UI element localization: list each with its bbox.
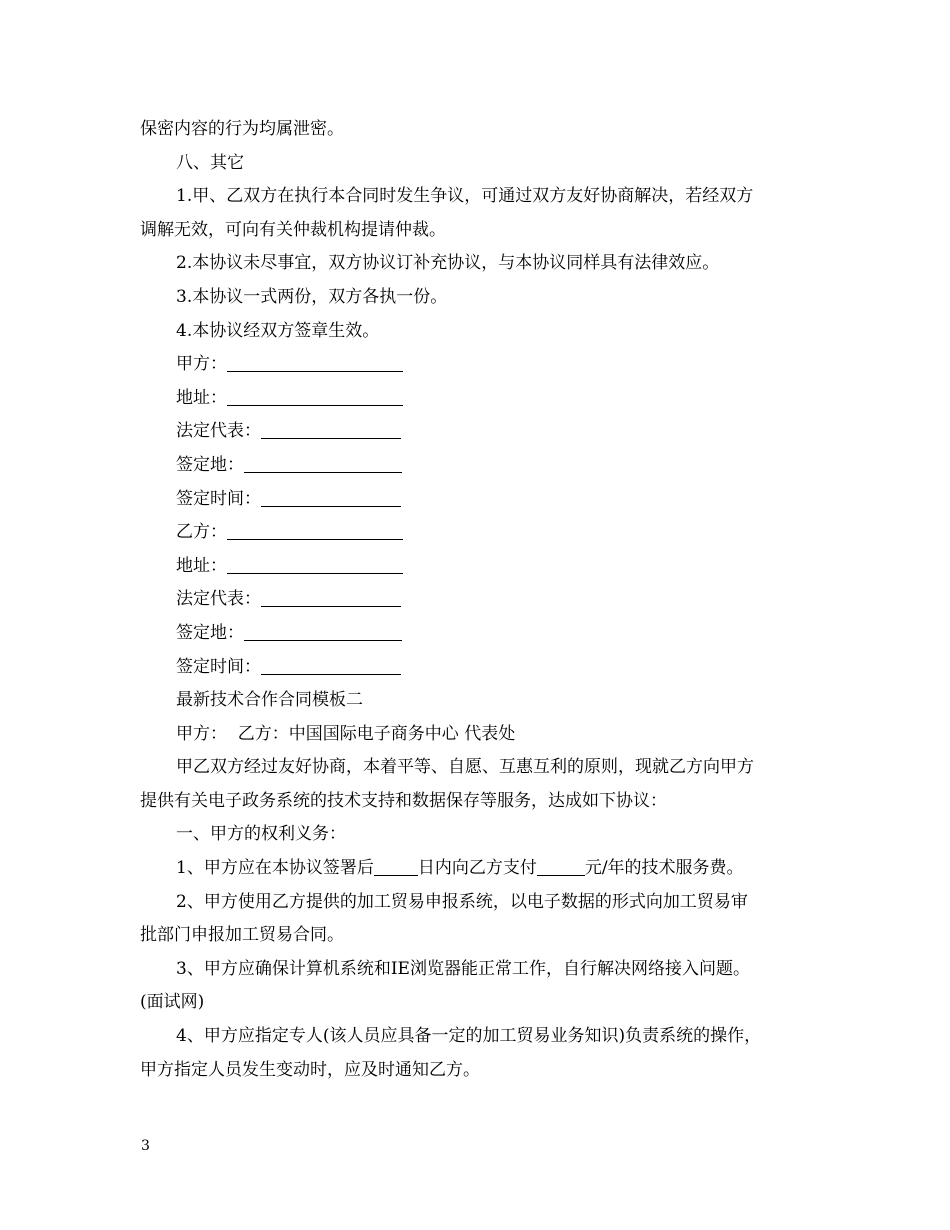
- clause-text: 日内向乙方支付: [417, 858, 537, 879]
- section-heading: 一、甲方的权利义务：: [176, 824, 346, 845]
- text-line: 保密内容的行为均属泄密。: [140, 119, 344, 139]
- signature-blank[interactable]: [227, 353, 403, 372]
- signature-blank[interactable]: [244, 622, 402, 641]
- signature-blank[interactable]: [244, 454, 402, 473]
- text-line: 调解无效，可向有关仲裁机构提请仲裁。: [140, 219, 446, 240]
- signature-label: 签定地：: [176, 622, 244, 643]
- text-line: 2.本协议未尽事宜，双方协议订补充协议，与本协议同样具有法律效应。: [176, 253, 720, 274]
- clause-1: [140, 852, 820, 886]
- text-line: 甲乙双方经过友好协商，本着平等、自愿、互惠互利的原则，现就乙方向甲方: [176, 757, 754, 778]
- text-line: 4、甲方应指定专人(该人员应具备一定的加工贸易业务知识)负责系统的操作，: [176, 1026, 762, 1047]
- signature-field-place-a: [140, 449, 820, 483]
- signature-label: 签定时间：: [176, 488, 261, 509]
- signature-label: 地址：: [176, 387, 227, 408]
- parties-line: 甲方： 乙方：中国国际电子商务中心 代表处: [176, 723, 516, 744]
- text-line: 甲方指定人员发生变动时，应及时通知乙方。: [140, 1059, 480, 1080]
- text-line: 3.本协议一式两份，双方各执一份。: [176, 286, 448, 307]
- section-title: 最新技术合作合同模板二: [176, 690, 363, 711]
- signature-field-date-b: [140, 651, 820, 685]
- clause-text: 1、甲方应在本协议签署后: [176, 858, 374, 879]
- text-line: 提供有关电子政务系统的技术支持和数据保存等服务，达成如下协议：: [140, 790, 667, 811]
- signature-blank[interactable]: [227, 387, 403, 406]
- signature-field-place-b: [140, 617, 820, 651]
- signature-blank[interactable]: [261, 656, 401, 675]
- text-line: 2、甲方使用乙方提供的加工贸易申报系统，以电子数据的形式向加工贸易审: [176, 891, 748, 912]
- fee-blank[interactable]: [537, 857, 585, 876]
- text-line: 3、甲方应确保计算机系统和IE浏览器能正常工作，自行解决网络接入问题。: [176, 958, 750, 979]
- text-line: 批部门申报加工贸易合同。: [140, 925, 344, 946]
- signature-field-party-b: [140, 516, 820, 550]
- section-heading: 八、其它: [176, 152, 244, 173]
- text-line: 4.本协议经双方签章生效。: [176, 320, 380, 341]
- signature-blank[interactable]: [261, 488, 401, 507]
- signature-blank[interactable]: [261, 420, 401, 439]
- signature-field-party-a: [140, 348, 820, 382]
- signature-field-address-a: [140, 382, 820, 416]
- document-body: [140, 113, 820, 1087]
- signature-label: 乙方：: [176, 522, 227, 543]
- days-blank[interactable]: [374, 857, 418, 876]
- signature-label: 法定代表：: [176, 421, 261, 442]
- signature-label: 签定时间：: [176, 656, 261, 677]
- signature-field-legal-rep-b: [140, 583, 820, 617]
- signature-label: 地址：: [176, 555, 227, 576]
- signature-label: 法定代表：: [176, 589, 261, 610]
- signature-field-date-a: [140, 483, 820, 517]
- text-line: 1.甲、乙双方在执行本合同时发生争议，可通过双方友好协商解决，若经双方: [176, 186, 754, 207]
- signature-blank[interactable]: [261, 588, 401, 607]
- signature-field-legal-rep-a: [140, 415, 820, 449]
- page-number: 3: [141, 1138, 150, 1154]
- clause-text: 元/年的技术服务费。: [584, 858, 744, 879]
- text-line: (面试网): [140, 992, 205, 1013]
- signature-blank[interactable]: [227, 555, 403, 574]
- signature-field-address-b: [140, 550, 820, 584]
- signature-blank[interactable]: [227, 521, 403, 540]
- signature-label: 签定地：: [176, 454, 244, 475]
- signature-label: 甲方：: [176, 354, 227, 375]
